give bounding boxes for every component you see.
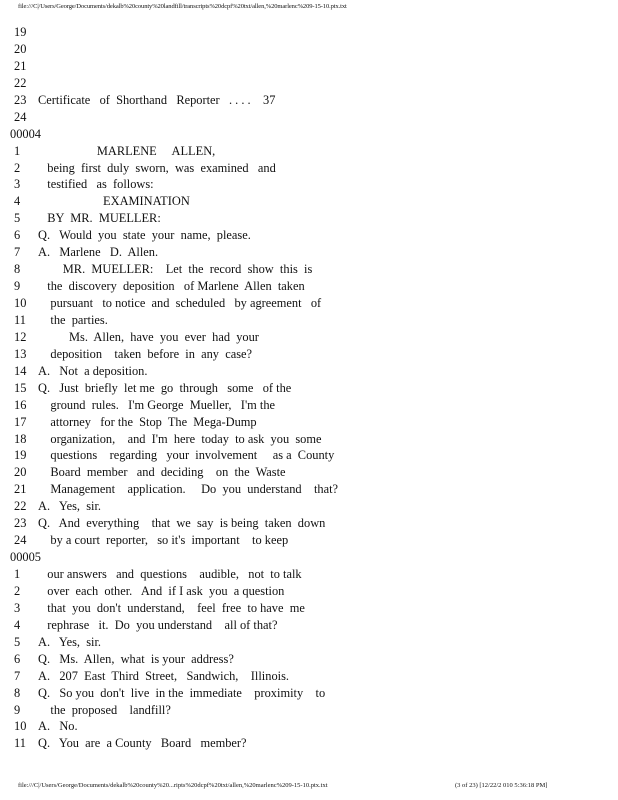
transcript-line bbox=[10, 583, 610, 600]
line-number: 19 bbox=[14, 25, 27, 39]
line-text: the parties. bbox=[38, 312, 108, 327]
line-text: Board member and deciding on the Waste bbox=[38, 465, 286, 480]
transcript-line bbox=[10, 431, 610, 448]
line-text: organization, and I'm here today to ask you some bbox=[38, 431, 322, 446]
line-text: questions regarding your involvement as a County bbox=[38, 448, 335, 463]
transcript-line bbox=[10, 532, 610, 549]
transcript-line bbox=[10, 24, 610, 41]
transcript-line bbox=[10, 160, 610, 177]
line-number: 18 bbox=[14, 431, 27, 446]
line-text: EXAMINATION bbox=[38, 194, 190, 209]
transcript-line bbox=[10, 92, 610, 109]
transcript-line bbox=[10, 617, 610, 634]
line-number: 15 bbox=[14, 380, 27, 395]
transcript-line bbox=[10, 58, 610, 75]
transcript-body bbox=[10, 24, 610, 752]
transcript-line bbox=[10, 261, 610, 278]
line-number: 16 bbox=[14, 397, 27, 412]
transcript-line bbox=[10, 685, 610, 702]
transcript-line bbox=[10, 414, 610, 431]
line-text: A. Not a deposition. bbox=[38, 363, 148, 378]
line-text: Certificate of Shorthand Reporter . . . . 37 bbox=[38, 92, 276, 107]
transcript-line bbox=[10, 380, 610, 397]
line-number: 22 bbox=[14, 75, 27, 90]
line-number: 13 bbox=[14, 346, 27, 361]
line-text: ground rules. I'm George Mueller, I'm the bbox=[38, 397, 276, 412]
line-number: 22 bbox=[14, 499, 27, 514]
transcript-line bbox=[10, 244, 610, 261]
line-text: rephrase it. Do you understand all of that? bbox=[38, 617, 278, 632]
page-number: 00005 bbox=[10, 550, 41, 565]
transcript-line bbox=[10, 668, 610, 685]
line-text: MR. MUELLER: Let the record show this is bbox=[38, 262, 313, 277]
line-number: 6 bbox=[14, 228, 21, 243]
line-number: 24 bbox=[14, 109, 27, 124]
transcript-line bbox=[10, 447, 610, 464]
line-number: 2 bbox=[14, 583, 21, 598]
line-number: 5 bbox=[14, 211, 21, 226]
transcript-line bbox=[10, 515, 610, 532]
line-text: that you don't understand, feel free to have me bbox=[38, 600, 305, 615]
line-number: 4 bbox=[14, 617, 21, 632]
line-number: 14 bbox=[14, 363, 27, 378]
line-number: 3 bbox=[14, 600, 21, 615]
line-number: 9 bbox=[14, 702, 21, 717]
line-number: 17 bbox=[14, 414, 27, 429]
transcript-line bbox=[10, 75, 610, 92]
line-number: 3 bbox=[14, 177, 21, 192]
line-number: 21 bbox=[14, 482, 27, 497]
line-text: A. No. bbox=[38, 719, 78, 734]
line-number: 19 bbox=[14, 448, 27, 463]
line-number: 9 bbox=[14, 279, 21, 294]
line-number: 12 bbox=[14, 329, 27, 344]
transcript-line bbox=[10, 464, 610, 481]
transcript-line bbox=[10, 718, 610, 735]
line-text: Q. So you don't live in the immediate proximity to bbox=[38, 685, 326, 700]
line-text: A. Marlene D. Allen. bbox=[38, 245, 159, 260]
line-text: BY MR. MUELLER: bbox=[38, 211, 161, 226]
line-text: by a court reporter, so it's important to keep bbox=[38, 533, 289, 548]
transcript-line bbox=[10, 600, 610, 617]
line-text: the proposed landfill? bbox=[38, 702, 171, 717]
line-text: testified as follows: bbox=[38, 177, 154, 192]
line-number: 11 bbox=[14, 312, 26, 327]
file-path-header: file:///C|/Users/George/Documents/dekalb%20county%20landfill/transcripts%20dcpf%20txt/allen,%20marlenc%209-15-10.ptx.txt bbox=[18, 3, 347, 10]
line-number: 8 bbox=[14, 262, 21, 277]
transcript-line bbox=[10, 397, 610, 414]
transcript-line bbox=[10, 176, 610, 193]
line-number: 11 bbox=[14, 736, 26, 751]
line-text: being first duly sworn, was examined and bbox=[38, 160, 276, 175]
line-number: 4 bbox=[14, 194, 21, 209]
transcript-line bbox=[10, 312, 610, 329]
line-number: 10 bbox=[14, 296, 27, 310]
line-text: A. Yes, sir. bbox=[38, 499, 102, 514]
transcript-line bbox=[10, 498, 610, 515]
line-number: 8 bbox=[14, 685, 21, 700]
transcript-line bbox=[10, 346, 610, 363]
line-text: the discovery deposition of Marlene Allen taken bbox=[38, 279, 305, 294]
transcript-line bbox=[10, 634, 610, 651]
transcript-line bbox=[10, 735, 610, 752]
line-number: 1 bbox=[14, 143, 21, 158]
transcript-line bbox=[10, 329, 610, 346]
line-text: Q. You are a County Board member? bbox=[38, 736, 247, 751]
line-text: Ms. Allen, have you ever had your bbox=[38, 329, 259, 344]
line-text: over each other. And if I ask you a question bbox=[38, 583, 285, 598]
file-path-footer: file:///C|/Users/George/Documents/dekalb%20county%20...ripts%20dcpf%20txt/allen,%20marlenc%209-15-10.ptx.txt bbox=[18, 782, 328, 789]
line-text: Q. Would you state your name, please. bbox=[38, 228, 251, 243]
line-number: 10 bbox=[14, 719, 27, 734]
page-number: 00004 bbox=[10, 126, 41, 141]
line-text: A. Yes, sir. bbox=[38, 634, 102, 649]
transcript-line bbox=[10, 210, 610, 227]
transcript-line bbox=[10, 702, 610, 719]
line-number: 24 bbox=[14, 533, 27, 548]
line-number: 2 bbox=[14, 160, 21, 175]
line-text: A. 207 East Third Street, Sandwich, Illinois. bbox=[38, 668, 290, 683]
line-number: 1 bbox=[14, 567, 21, 581]
line-number: 23 bbox=[14, 516, 27, 531]
transcript-line bbox=[10, 143, 610, 160]
page-marker bbox=[10, 126, 610, 143]
line-number: 7 bbox=[14, 245, 21, 260]
line-number: 20 bbox=[14, 465, 27, 480]
line-number: 21 bbox=[14, 58, 27, 73]
line-text: Q. Just briefly let me go through some of the bbox=[38, 380, 292, 395]
line-text: Q. And everything that we say is being taken down bbox=[38, 516, 326, 531]
transcript-line bbox=[10, 651, 610, 668]
line-number: 5 bbox=[14, 634, 21, 649]
transcript-line bbox=[10, 481, 610, 498]
line-number: 7 bbox=[14, 668, 21, 683]
transcript-line bbox=[10, 41, 610, 58]
line-number: 23 bbox=[14, 92, 27, 107]
transcript-line bbox=[10, 295, 610, 312]
line-text: attorney for the Stop The Mega-Dump bbox=[38, 414, 257, 429]
page-info: (3 of 23) [12/22/2 010 5:36:18 PM] bbox=[455, 782, 548, 789]
line-text: Management application. Do you understand that? bbox=[38, 482, 339, 497]
transcript-line bbox=[10, 193, 610, 210]
transcript-line bbox=[10, 278, 610, 295]
line-number: 20 bbox=[14, 41, 27, 56]
page-marker bbox=[10, 549, 610, 566]
line-text: Q. Ms. Allen, what is your address? bbox=[38, 651, 234, 666]
transcript-line bbox=[10, 227, 610, 244]
line-text: pursuant to notice and scheduled by agreement of bbox=[38, 296, 322, 310]
transcript-line bbox=[10, 363, 610, 380]
line-text: MARLENE ALLEN, bbox=[38, 143, 216, 158]
line-text: deposition taken before in any case? bbox=[38, 346, 253, 361]
transcript-line bbox=[10, 566, 610, 583]
transcript-line bbox=[10, 109, 610, 126]
line-text: our answers and questions audible, not to talk bbox=[38, 567, 302, 581]
line-number: 6 bbox=[14, 651, 21, 666]
